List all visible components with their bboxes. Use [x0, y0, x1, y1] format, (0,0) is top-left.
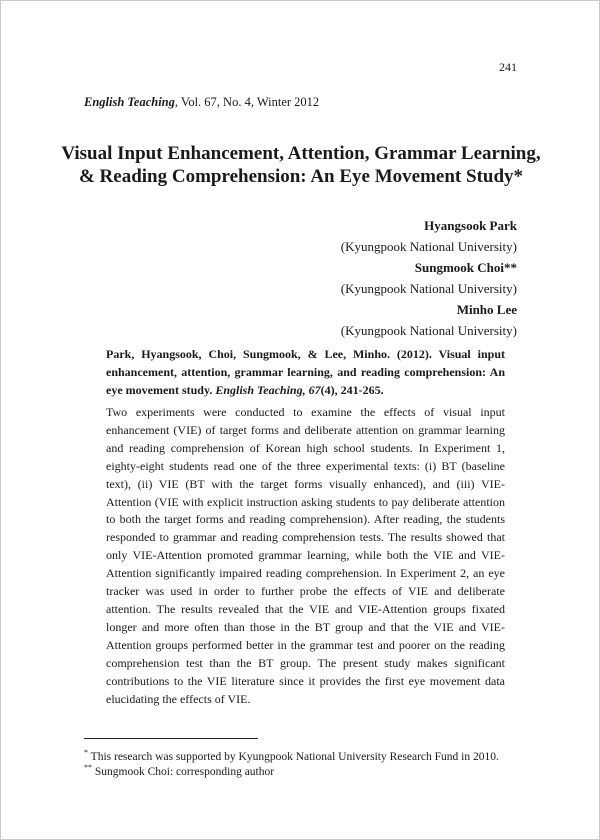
author-name: Minho Lee	[456, 302, 517, 317]
author-name: Hyangsook Park	[424, 218, 517, 233]
footnote-text: Sungmook Choi: corresponding author	[92, 766, 275, 778]
citation-block	[106, 345, 505, 399]
paper-title	[61, 142, 541, 188]
journal-issue: , Vol. 67, No. 4, Winter 2012	[174, 95, 320, 109]
title-line-1: Visual Input Enhancement, Attention, Grammar Learning,	[61, 143, 541, 164]
journal-header	[84, 95, 319, 110]
author-affiliation: (Kyungpook National University)	[340, 281, 517, 296]
citation-lead: Park, Hyangsook, Choi, Sungmook, & Lee, Minho. (2012). Visual input enhancement, attention, grammar learning, and reading comprehension: An eye movement study.	[106, 347, 505, 397]
footnote-text: This research was supported by Kyungpook National University Research Fund in 2010.	[88, 751, 499, 763]
footnote-mark: **	[84, 763, 92, 773]
title-line-2: & Reading Comprehension: An Eye Movement Study*	[78, 166, 524, 187]
footnote-divider	[84, 738, 258, 739]
citation-tail: (4), 241-265.	[320, 383, 384, 397]
author-affiliation: (Kyungpook National University)	[340, 323, 517, 338]
footnote	[84, 765, 524, 780]
abstract: Two experiments were conducted to examine the effects of visual input enhancement (VIE) of target forms and deliberate attention on grammar learning and reading comprehension of Korean high school students. In Experiment 1, eighty-eight students read one of the three experimental texts: (i) BT (baseline text), (ii) VIE (BT with the target forms visually enhanced), and (iii) VIE-Attention (VIE with explicit instruction asking students to pay deliberate attention to both the target forms and reading comprehension). After reading, the students responded to grammar and reading comprehension tests. The results showed that only VIE-Attention promoted grammar learning, while both the VIE and VIE-Attention significantly impaired reading comprehension. In Experiment 2, an eye tracker was used in order to further probe the effects of VIE and deliberate attention. The results revealed that the VIE and VIE-Attention groups fixated longer and more often than those in the BT group and that the VIE and VIE-Attention groups performed better in the grammar test and poorer on the reading comprehension test than the BT group. The present study makes significant contributions to the VIE literature since it provides the first eye movement data elucidating the effects of VIE.	[106, 405, 505, 706]
footnotes	[84, 750, 524, 780]
footnote	[84, 750, 524, 765]
author-affiliation: (Kyungpook National University)	[340, 239, 517, 254]
author-block	[341, 215, 517, 341]
page-number: 241	[499, 60, 517, 74]
citation-journal: English Teaching, 67	[215, 383, 321, 397]
footnote-mark: *	[84, 748, 88, 758]
author-name: Sungmook Choi**	[414, 260, 517, 275]
journal-name: English Teaching	[84, 95, 175, 109]
